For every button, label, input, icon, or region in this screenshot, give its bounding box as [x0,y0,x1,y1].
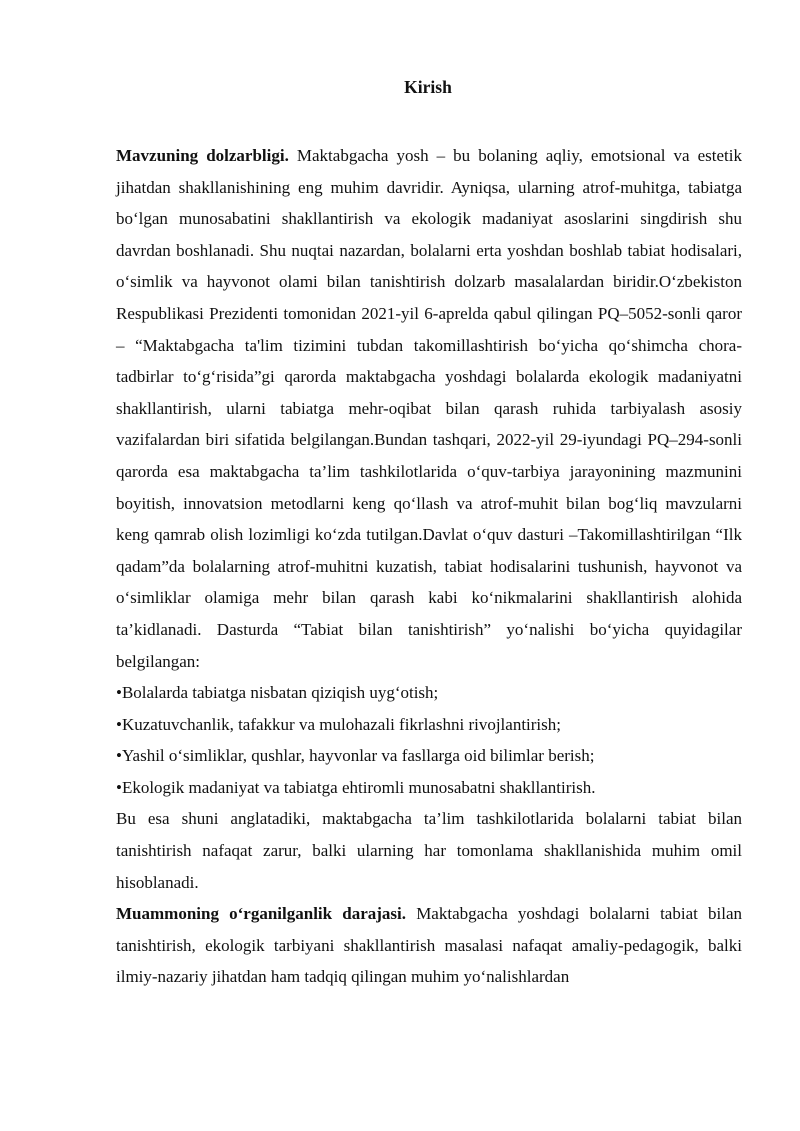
paragraph-research-level [116,898,742,993]
paragraph-text-relevance: Maktabgacha yosh – bu bolaning aqliy, emotsional va estetik jihatdan shakllanishining eng muhim davridir. Ayniqsa, ularning atrof-muhitga, tabiatga bo‘lgan munosabatini shakllantirish va ekologik madaniyat asoslarini singdirish shu davrdan boshlanadi. Shu nuqtai nazardan, bolalarni erta yoshdan boshlab tabiat hodisalari, o‘simlik va hayvonot olami bilan tanishtirish dolzarb masalalardan biridir.O‘zbekiston Respublikasi Prezidenti tomonidan 2021-yil 6-aprelda qabul qilingan PQ–5052-sonli qaror – “Maktabgacha ta'lim tizimini tubdan takomillashtirish bo‘yicha qo‘shimcha chora-tadbirlar to‘g‘risida”gi qarorda maktabgacha yoshdagi bolalarda ekologik madaniyatni shakllantirish, ularni tabiatga mehr-oqibat bilan qarash ruhida tarbiyalash asosiy vazifalardan biri sifatida belgilangan.Bundan tashqari, 2022-yil 29-iyundagi PQ–294-sonli qarorda esa maktabgacha ta’lim tashkilotlarida o‘quv-tarbiya jarayonining mazmunini boyitish, innovatsion metodlarni keng qo‘llash va atrof-muhit bilan bog‘liq mavzularni keng qamrab olish lozimligi ko‘zda tutilgan.Davlat o‘quv dasturi –Takomillashtirilgan “Ilk qadam”da bolalarning atrof-muhitni kuzatish, tabiat hodisalarini tushunish, hayvonot va o‘simliklar olamiga mehr bilan qarash kabi ko‘nikmalarini shakllantirish alohida ta’kidlanadi. Dasturda “Tabiat bilan tanishtirish” yo‘nalishi bo‘yicha quyidagilar belgilangan: [116,146,742,671]
bullet-item: •Yashil o‘simliklar, qushlar, hayvonlar va fasllarga oid bilimlar berish; [116,746,595,766]
bullet-item: •Kuzatuvchanlik, tafakkur va mulohazali fikrlashni rivojlantirish; [116,714,561,734]
bullet-item: •Ekologik madaniyat va tabiatga ehtiromli munosabatni shakllantirish. [116,777,596,797]
paragraph-conclusion: Bu esa shuni anglatadiki, maktabgacha ta’lim tashkilotlarida bolalarni tabiat bilan tanishtirish nafaqat zarur, balki ularning har tomonlama shakllanishida muhim omil hisoblanadi. [116,809,742,892]
paragraph-heading-relevance: Mavzuning dolzarbligi. [116,146,289,165]
paragraph-text-research-level: Maktabgacha yoshdagi bolalarni tabiat bilan tanishtirish, ekologik tarbiyani shakllantirish masalasi nafaqat amaliy-pedagogik, balki ilmiy-nazariy jihatdan ham tadqiq qilingan muhim yo‘nalishlardan [116,904,742,987]
page-title: Kirish [404,77,452,97]
bullet-item: •Bolalarda tabiatga nisbatan qiziqish uyg‘otish; [116,683,439,703]
paragraph-heading-research-level: Muammoning o‘rganilganlik darajasi. [116,904,407,924]
document-body [116,140,742,993]
paragraph-relevance [116,140,742,677]
